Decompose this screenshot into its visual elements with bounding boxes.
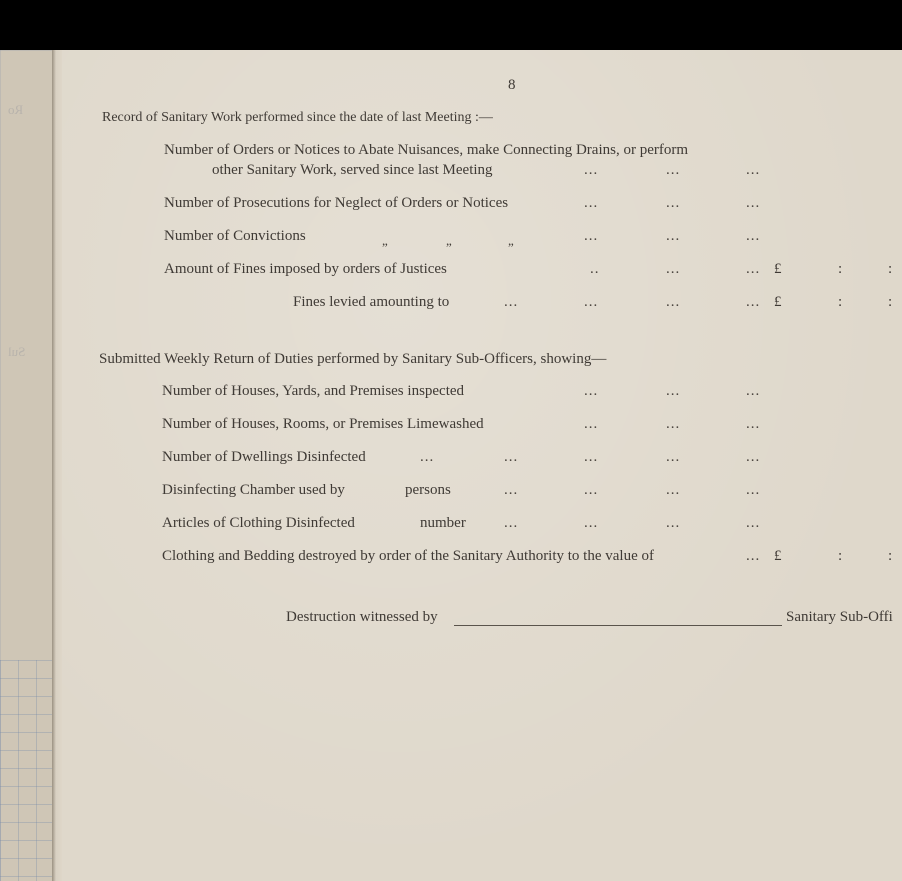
leader-dots: ... xyxy=(584,515,599,531)
leader-dots: ... xyxy=(746,416,761,432)
colon-separator: : xyxy=(888,548,893,564)
disinfecting-chamber-label: Disinfecting Chamber used by xyxy=(162,482,345,498)
top-black-border xyxy=(0,0,902,50)
leader-dots: .. xyxy=(590,261,600,277)
fines-imposed-label: Amount of Fines imposed by orders of Justices xyxy=(164,261,447,277)
leader-dots: ... xyxy=(666,416,681,432)
pound-sign: £ xyxy=(774,548,782,564)
pound-sign: £ xyxy=(774,261,782,277)
ditto-mark: „ xyxy=(446,233,452,248)
leader-dots: ... xyxy=(746,261,761,277)
leader-dots: ... xyxy=(504,515,519,531)
leader-dots: ... xyxy=(746,162,761,178)
leader-dots: ... xyxy=(746,195,761,211)
leader-dots: ... xyxy=(666,261,681,277)
leader-dots: ... xyxy=(584,383,599,399)
leader-dots: ... xyxy=(584,416,599,432)
pound-sign: £ xyxy=(774,294,782,310)
orders-notices-label-line2: other Sanitary Work, served since last Meeting xyxy=(212,162,493,178)
colon-separator: : xyxy=(838,261,843,277)
destruction-witnessed-label: Destruction witnessed by xyxy=(286,609,438,625)
leader-dots: ... xyxy=(666,515,681,531)
grid-paper-fragment xyxy=(0,660,52,881)
leader-dots: ... xyxy=(584,162,599,178)
leader-dots: ... xyxy=(666,162,681,178)
number-label: number xyxy=(420,515,466,531)
leader-dots: ... xyxy=(420,449,435,465)
leader-dots: ... xyxy=(504,449,519,465)
dwellings-disinfected-label: Number of Dwellings Disinfected xyxy=(162,449,366,465)
page-number: 8 xyxy=(508,77,516,93)
signature-line xyxy=(454,625,782,626)
ditto-mark: „ xyxy=(508,233,514,248)
document-page xyxy=(62,50,902,881)
prosecutions-label: Number of Prosecutions for Neglect of Orders or Notices xyxy=(164,195,509,211)
sanitary-sub-officer-title: Sanitary Sub-Offi xyxy=(786,609,893,625)
weekly-return-heading: Submitted Weekly Return of Duties performed by Sanitary Sub-Officers, showing— xyxy=(99,351,607,367)
persons-label: persons xyxy=(405,482,451,498)
leader-dots: ... xyxy=(584,228,599,244)
leader-dots: ... xyxy=(504,294,519,310)
leader-dots: ... xyxy=(504,482,519,498)
leader-dots: ... xyxy=(666,383,681,399)
leader-dots: ... xyxy=(584,294,599,310)
leader-dots: ... xyxy=(746,383,761,399)
leader-dots: ... xyxy=(666,482,681,498)
fines-levied-label: Fines levied amounting to xyxy=(293,294,450,310)
colon-separator: : xyxy=(838,548,843,564)
clothing-disinfected-label: Articles of Clothing Disinfected xyxy=(162,515,355,531)
leader-dots: ... xyxy=(746,482,761,498)
book-gutter xyxy=(52,50,62,881)
previous-page-edge xyxy=(0,50,52,881)
leader-dots: ... xyxy=(746,548,761,564)
leader-dots: ... xyxy=(584,195,599,211)
limewashed-label: Number of Houses, Rooms, or Premises Limewashed xyxy=(162,416,484,432)
orders-notices-label-line1: Number of Orders or Notices to Abate Nuisances, make Connecting Drains, or perform xyxy=(164,142,689,158)
leader-dots: ... xyxy=(666,449,681,465)
colon-separator: : xyxy=(888,294,893,310)
bleed-through-mark: Ro xyxy=(8,102,24,117)
colon-separator: : xyxy=(838,294,843,310)
leader-dots: ... xyxy=(666,195,681,211)
leader-dots: ... xyxy=(666,228,681,244)
leader-dots: ... xyxy=(584,482,599,498)
bleed-through-mark: Sul xyxy=(8,344,26,359)
record-heading: Record of Sanitary Work performed since the date of last Meeting :— xyxy=(102,110,493,125)
leader-dots: ... xyxy=(584,449,599,465)
colon-separator: : xyxy=(888,261,893,277)
leader-dots: ... xyxy=(746,294,761,310)
leader-dots: ... xyxy=(746,228,761,244)
clothing-destroyed-label: Clothing and Bedding destroyed by order of the Sanitary Authority to the value of xyxy=(162,548,654,564)
convictions-label: Number of Convictions xyxy=(164,228,306,244)
ditto-mark: „ xyxy=(382,233,388,248)
houses-inspected-label: Number of Houses, Yards, and Premises inspected xyxy=(162,383,465,399)
leader-dots: ... xyxy=(746,449,761,465)
leader-dots: ... xyxy=(746,515,761,531)
leader-dots: ... xyxy=(666,294,681,310)
